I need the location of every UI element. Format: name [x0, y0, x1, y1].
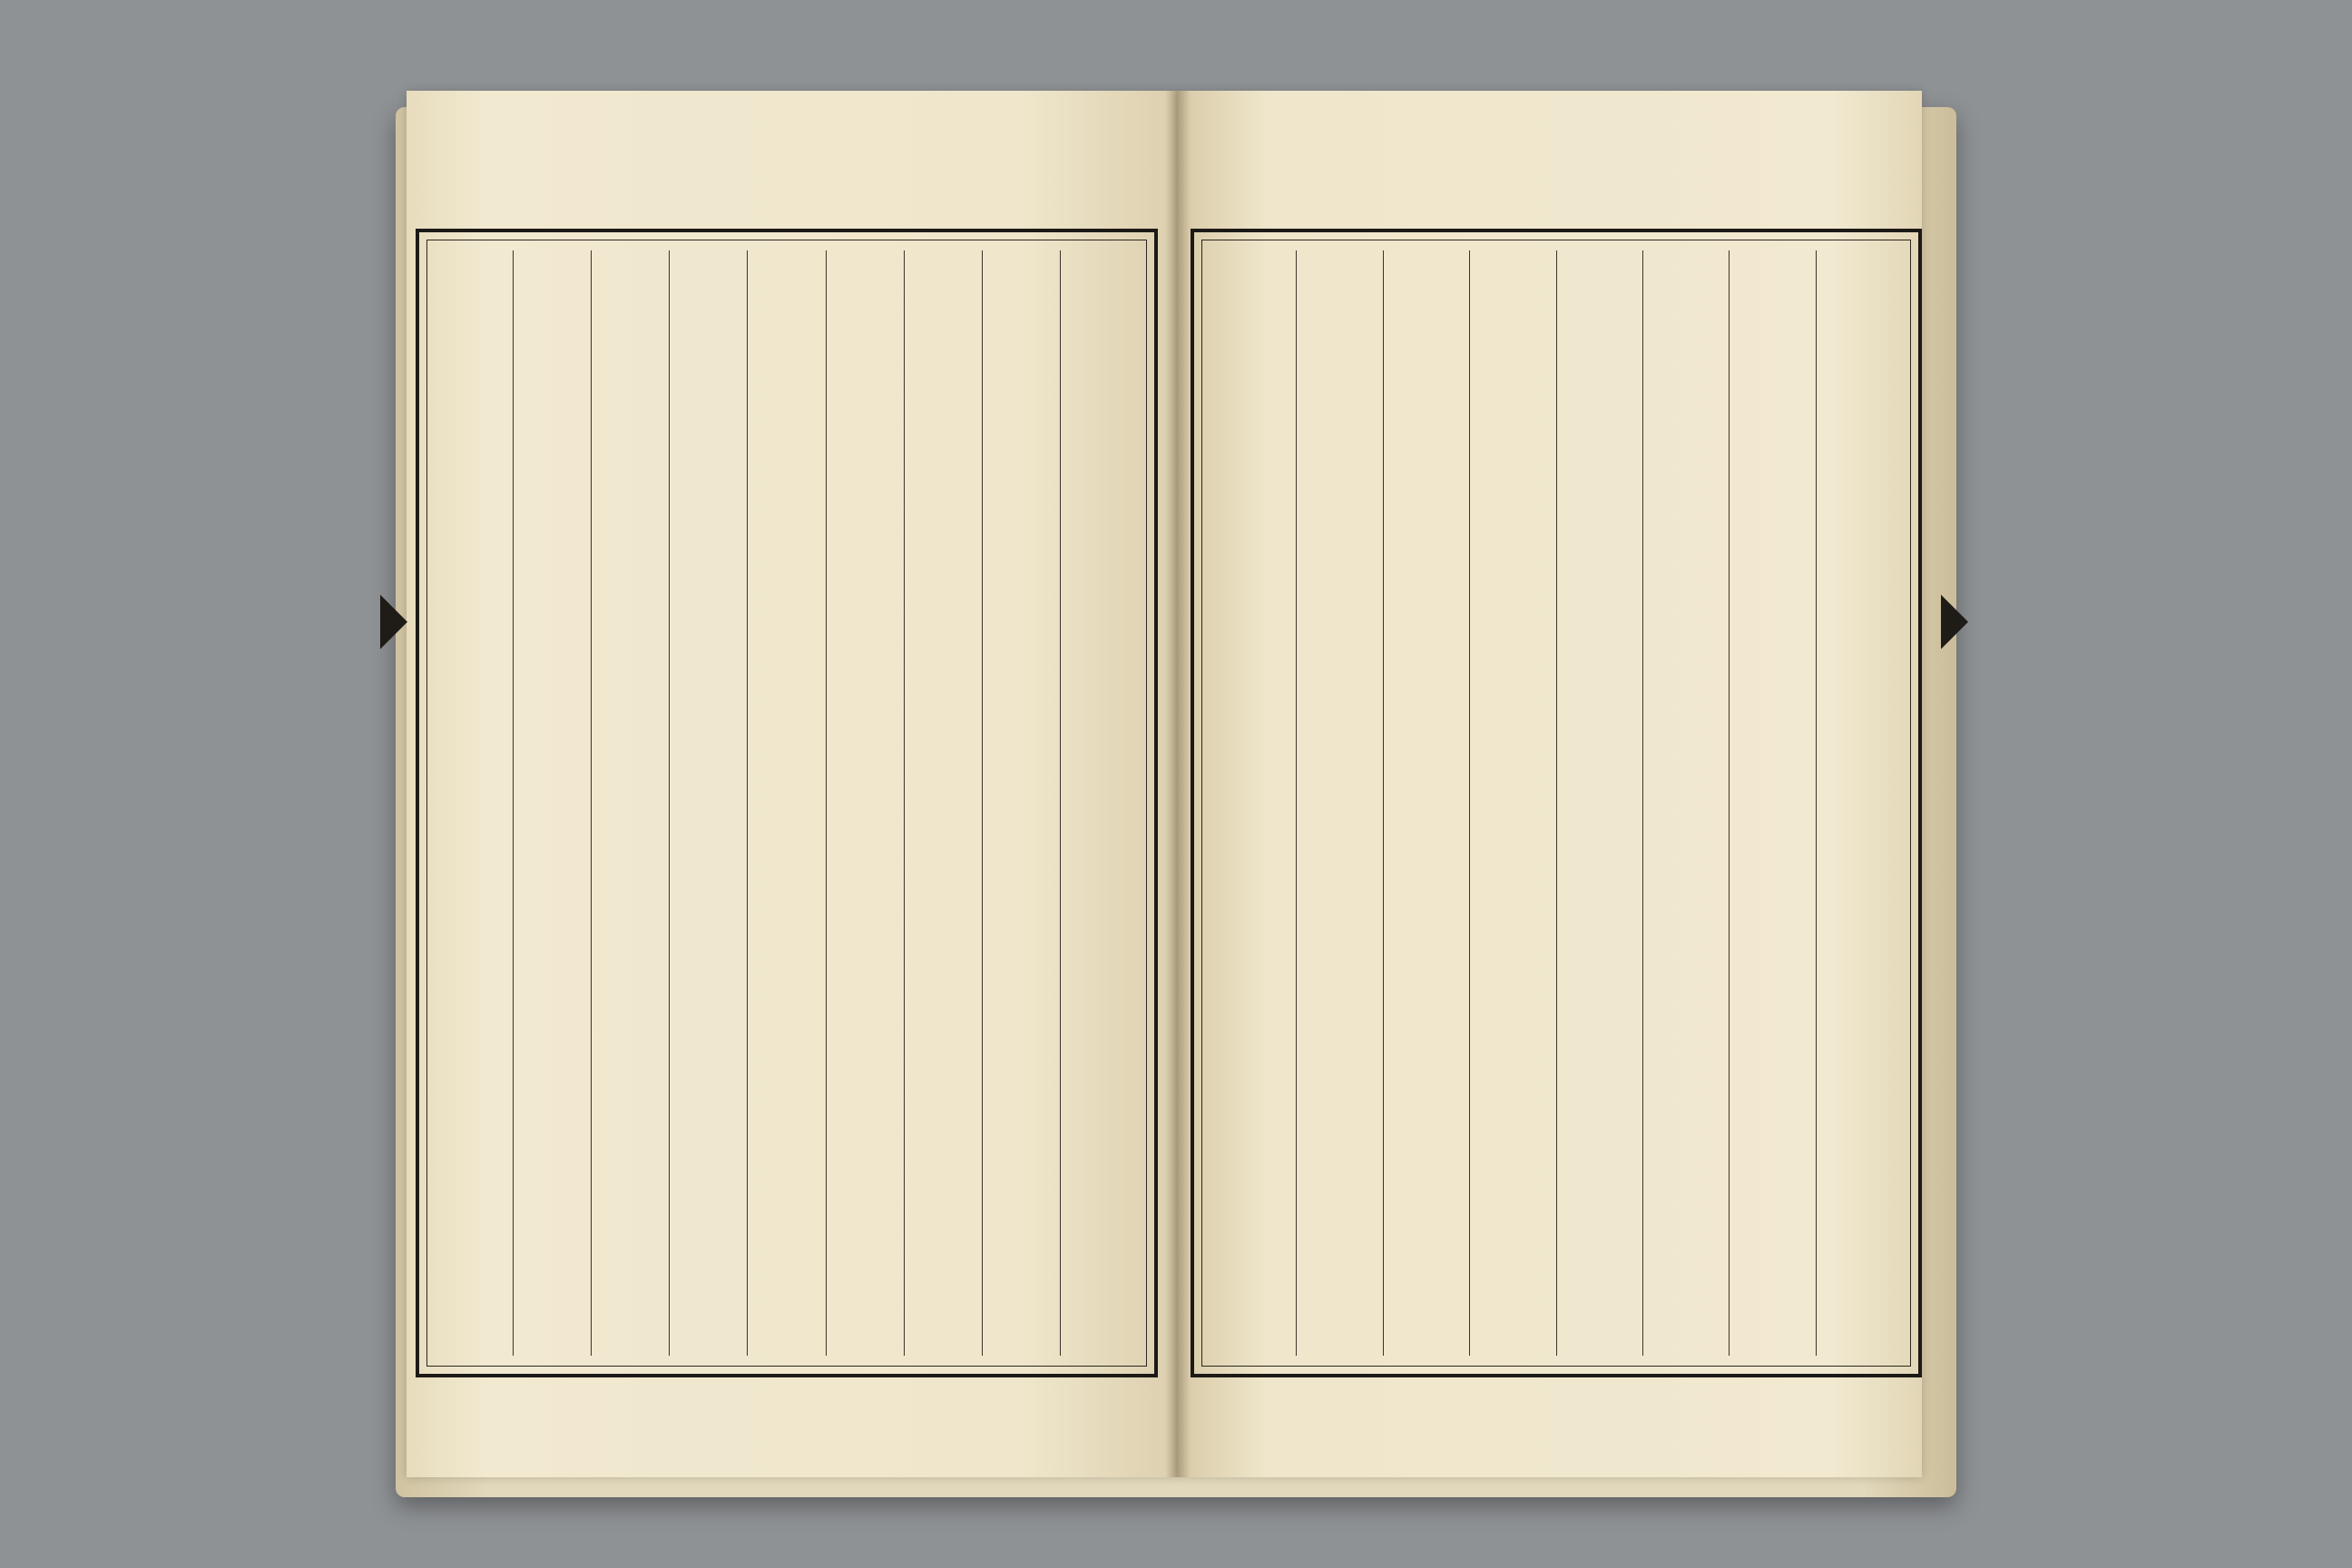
column-line [669, 250, 747, 1356]
column-line [436, 250, 513, 1356]
column-line [982, 250, 1060, 1356]
column-line [1296, 250, 1382, 1356]
column-line [747, 250, 825, 1356]
column-line [1816, 250, 1902, 1356]
left-margin-strip [376, 238, 412, 1363]
column-line [1383, 250, 1469, 1356]
right-text-columns [1210, 250, 1902, 1356]
book-gutter [1165, 91, 1191, 1477]
fold-mark-icon [380, 594, 407, 649]
column-line [1729, 250, 1815, 1356]
left-text-frame [416, 229, 1158, 1377]
right-text-frame [1191, 229, 1922, 1377]
fold-mark-icon [1941, 594, 1968, 649]
column-line [591, 250, 669, 1356]
left-text-columns [436, 250, 1138, 1356]
right-margin-strip [1936, 238, 1973, 1363]
column-line [826, 250, 904, 1356]
column-line [1060, 250, 1138, 1356]
column-line [1642, 250, 1729, 1356]
column-line [1556, 250, 1642, 1356]
column-line [1469, 250, 1555, 1356]
column-line [513, 250, 591, 1356]
column-line [904, 250, 982, 1356]
column-line [1210, 250, 1296, 1356]
